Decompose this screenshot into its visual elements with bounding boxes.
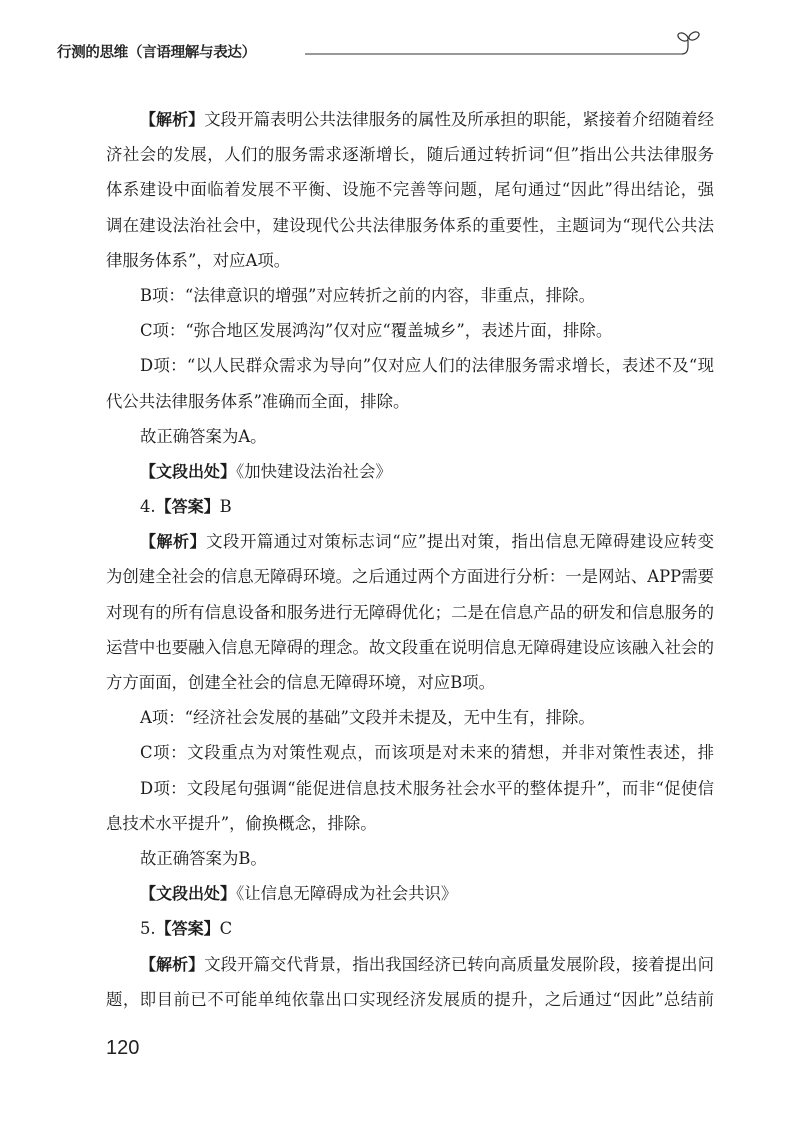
text-line: 代公共法律服务体系”准确而全面，排除。 [106, 391, 410, 411]
source-line: 【文段出处】《让信息无障碍成为社会共识》 [140, 884, 458, 904]
text-line: 息技术水平提升”，偷换概念，排除。 [106, 813, 377, 833]
option-b-note: B项：“法律意识的增强”对应转折之前的内容，非重点，排除。 [140, 285, 595, 305]
paragraph-analysis-3 [106, 102, 714, 278]
answer-line-4: 4.【答案】B [140, 497, 232, 517]
correct-answer-note: 故正确答案为B。 [140, 848, 267, 868]
text-line: 【解析】文段开篇交代背景，指出我国经济已转向高质量发展阶段，接着提出问 [140, 954, 714, 974]
text-line: 方方面面，创建全社会的信息无障碍环境，对应B项。 [106, 673, 496, 692]
text-line: 律服务体系”，对应A项。 [106, 250, 291, 270]
option-d-note: D项：“以人民群众需求为导向”仅对应人们的法律服务需求增长，表述不及“现 [140, 356, 714, 376]
text-line: 为创建全社会的信息无障碍环境。之后通过两个方面进行分析：一是网站、APP需要 [106, 567, 714, 587]
paragraph-analysis-4 [106, 524, 714, 700]
text-line: 运营中也要融入信息无障碍的理念。故文段重在说明信息无障碍建设应该融入社会的 [106, 637, 714, 657]
text-line: 调在建设法治社会中，建设现代公共法律服务体系的重要性，主题词为“现代公共法 [106, 215, 714, 235]
option-a-note: A项：“经济社会发展的基础”文段并未提及，无中生有，排除。 [140, 708, 595, 728]
option-d-note: D项：文段尾句强调“能促进信息技术服务社会水平的整体提升”，而非“促使信 [140, 778, 714, 798]
page-body [106, 102, 714, 1017]
source-line: 【文段出处】《加快建设法治社会》 [140, 461, 392, 481]
paragraph-analysis-5 [106, 947, 714, 1017]
option-c-note: C项：文段重点为对策性观点，而该项是对未来的猜想，并非对策性表述，排 [140, 743, 714, 763]
text-line: 题，即目前已不可能单纯依靠出口实现经济发展质的提升，之后通过“因此”总结前 [106, 989, 714, 1009]
text-line: 【解析】文段开篇表明公共法律服务的属性及所承担的职能，紧接着介绍随着经 [140, 110, 714, 129]
text-line: 对现有的所有信息设备和服务进行无障碍优化；二是在信息产品的研发和信息服务的 [106, 602, 714, 622]
text-line: 济社会的发展，人们的服务需求逐渐增长，随后通过转折词“但”指出公共法律服务 [106, 145, 714, 165]
running-header: 行测的思维（言语理解与表达） [57, 45, 256, 61]
text-line: 体系建设中面临着发展不平衡、设施不完善等问题，尾句通过“因此”得出结论，强 [106, 180, 714, 200]
page-number: 120 [106, 1037, 140, 1059]
label-analysis: 【解析】 [140, 110, 205, 129]
correct-answer-note: 故正确答案为A。 [140, 426, 267, 446]
answer-line-5: 5.【答案】C [140, 919, 233, 939]
sprout-icon [300, 10, 720, 60]
text-line: 【解析】文段开篇通过对策标志词“应”提出对策，指出信息无障碍建设应转变 [140, 532, 714, 552]
option-c-note: C项：“弥合地区发展鸿沟”仅对应“覆盖城乡”，表述片面，排除。 [140, 321, 613, 341]
